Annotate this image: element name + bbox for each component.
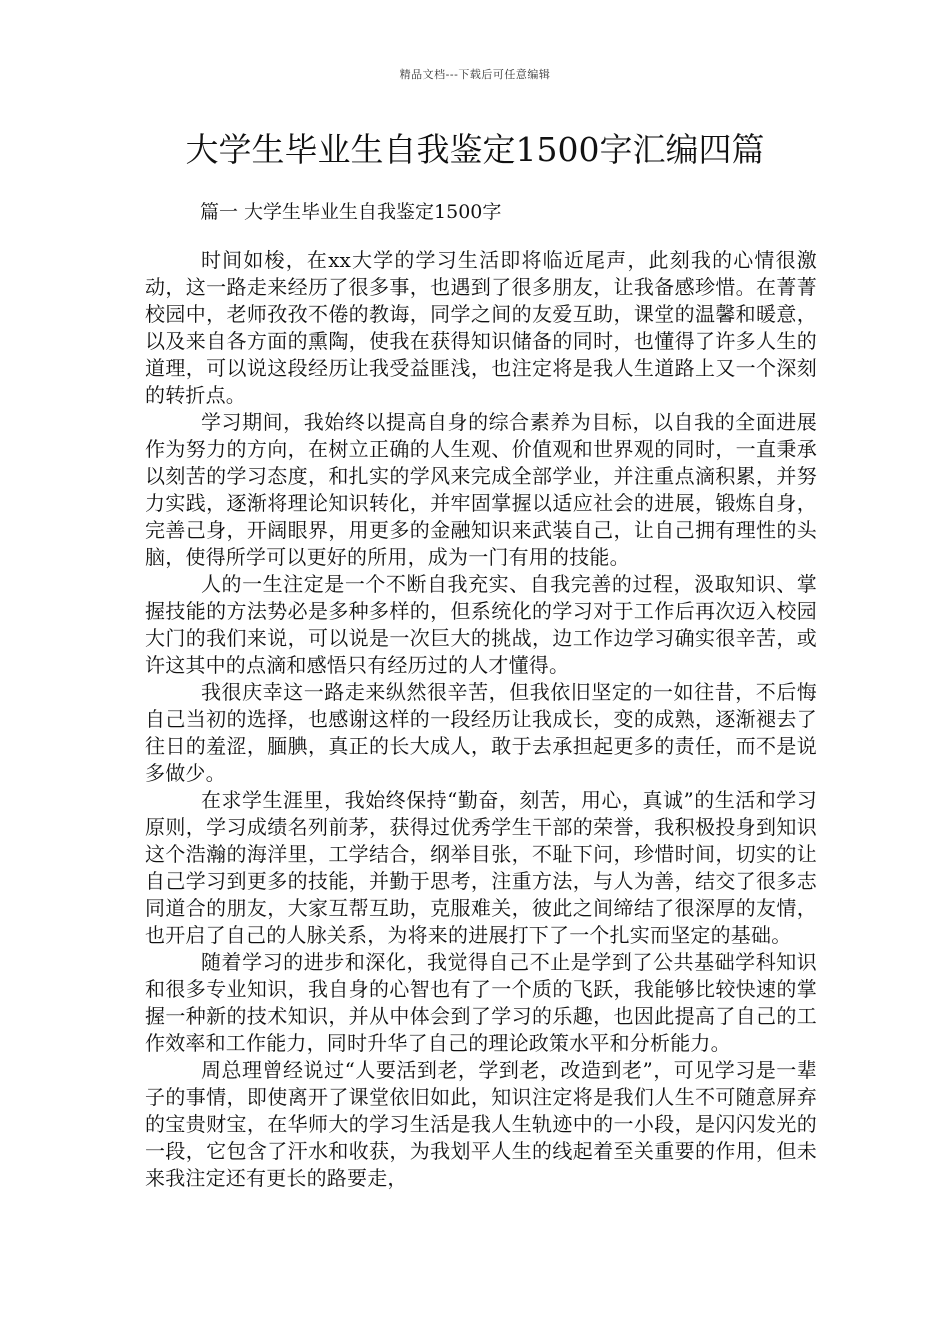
paragraph: 我很庆幸这一路走来纵然很辛苦，但我依旧坚定的一如往昔，不后悔自己当初的选择，也感谢这样的一段经历让我成长，变的成熟，逐渐褪去了往日的羞涩，腼腆，真正的长大成人，敢于去承担起更多的责任，而不是说多做少。 — [145, 680, 817, 785]
section-heading: 篇一 大学生毕业生自我鉴定1500字 — [200, 201, 502, 223]
paragraph: 周总理曾经说过“人要活到老，学到老，改造到老”，可见学习是一辈子的事情，即使离开了课堂依旧如此，知识注定将是我们人生不可随意屏弃的宝贵财宝，在华师大的学习生活是我人生轨迹中的一小段，是闪闪发光的一段，它包含了汗水和收获，为我划平人生的线起着至关重要的作用，但未来我注定还有更长的路要走， — [145, 1058, 817, 1190]
header-note: 精品文档---下载后可任意编辑 — [399, 68, 551, 81]
paragraph: 随着学习的进步和深化，我觉得自己不止是学到了公共基础学科知识和很多专业知识，我自身的心智也有了一个质的飞跃，我能够比较快速的掌握一种新的技术知识，并从中体会到了学习的乐趣，也因此提高了自己的工作效率和工作能力，同时升华了自己的理论政策水平和分析能力。 — [145, 950, 817, 1055]
paragraph: 学习期间，我始终以提高自身的综合素养为目标，以自我的全面进展作为努力的方向，在树立正确的人生观、价值观和世界观的同时，一直秉承以刻苦的学习态度，和扎实的学风来完成全部学业，并注重点滴积累，并努力实践，逐渐将理论知识转化，并牢固掌握以适应社会的进展，锻炼自身，完善己身，开阔眼界，用更多的金融知识来武装自己，让自己拥有理性的头脑，使得所学可以更好的所用，成为一门有用的技能。 — [145, 410, 817, 569]
document-body — [145, 247, 817, 1192]
paragraph: 时间如梭，在xx大学的学习生活即将临近尾声，此刻我的心情很激动，这一路走来经历了很多事，也遇到了很多朋友，让我备感珍惜。在菁菁校园中，老师孜孜不倦的教诲，同学之间的友爱互助，课堂的温馨和暖意，以及来自各方面的熏陶，使我在获得知识储备的同时，也懂得了许多人生的道理，可以说这段经历让我受益匪浅，也注定将是我人生道路上又一个深刻的转折点。 — [145, 248, 817, 407]
paragraph: 人的一生注定是一个不断自我充实、自我完善的过程，汲取知识、掌握技能的方法势必是多种多样的，但系统化的学习对于工作后再次迈入校园大门的我们来说，可以说是一次巨大的挑战，边工作边学习确实很辛苦，或许这其中的点滴和感悟只有经历过的人才懂得。 — [145, 572, 817, 677]
paragraph: 在求学生涯里，我始终保持“勤奋，刻苦，用心，真诚”的生活和学习原则，学习成绩名列前茅，获得过优秀学生干部的荣誉，我积极投身到知识这个浩瀚的海洋里，工学结合，纲举目张，不耻下问，珍惜时间，切实的让自己学习到更多的技能，并勤于思考，注重方法，与人为善，结交了很多志同道合的朋友，大家互帮互助，克服难关，彼此之间缔结了很深厚的友情，也开启了自己的人脉关系，为将来的进展打下了一个扎实而坚定的基础。 — [145, 788, 817, 947]
document-title: 大学生毕业生自我鉴定1500字汇编四篇 — [185, 130, 765, 169]
